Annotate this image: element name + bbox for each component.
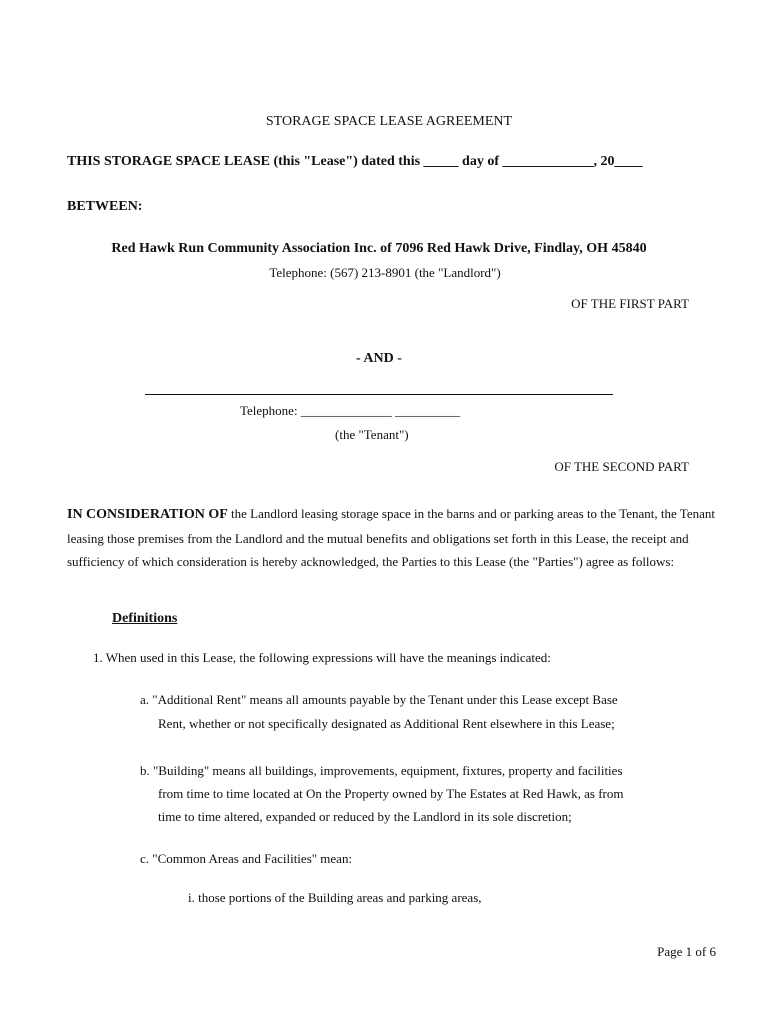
- item-c: c. "Common Areas and Facilities" mean:: [140, 851, 353, 866]
- intro-line: THIS STORAGE SPACE LEASE (this "Lease") dated this _____ day of _____________, 20____: [67, 154, 643, 169]
- item-a-first-line: a. "Additional Rent" means all amounts payable by the Tenant under this Lease except Base: [140, 692, 618, 707]
- document-title: STORAGE SPACE LEASE AGREEMENT: [265, 114, 513, 129]
- first-part-label: OF THE FIRST PART: [571, 296, 689, 311]
- landlord-line: Red Hawk Run Community Association Inc. of 7096 Red Hawk Drive, Findlay, OH 45840: [111, 241, 647, 256]
- landlord-phone: Telephone: (567) 213-8901 (the "Landlord"): [269, 265, 501, 280]
- page-number: Page 1 of 6: [657, 944, 716, 959]
- item-a: [140, 688, 700, 735]
- between-label: BETWEEN:: [67, 199, 143, 214]
- tenant-name-blank: [145, 394, 613, 395]
- consideration-lead: IN CONSIDERATION OF: [67, 507, 228, 522]
- consideration-text: the Landlord leasing storage space in the barns and or parking areas to the Tenant, the Tenant leasing those premises from the Landlord and the mutual benefits and obligations set forth in this Lease, the receipt and sufficiency of which consideration is hereby acknowledged, the Parties to this Lease (the "Parties") agree as follows:: [67, 506, 715, 569]
- consideration-paragraph: [67, 502, 717, 574]
- definitions-heading: Definitions: [112, 611, 178, 626]
- and-separator: - AND -: [356, 351, 402, 366]
- tenant-label: (the "Tenant"): [335, 427, 409, 442]
- second-part-label: OF THE SECOND PART: [554, 459, 689, 474]
- item-b-line-3: time to time altered, expanded or reduced by the Landlord in its sole discretion;: [158, 809, 572, 824]
- tenant-phone: Telephone: ______________ __________: [240, 403, 461, 418]
- item-b: [140, 759, 700, 828]
- item-a-rest: Rent, whether or not specifically designated as Additional Rent elsewhere in this Lease;: [158, 715, 615, 731]
- item-b-first-line: b. "Building" means all buildings, improvements, equipment, fixtures, property and facilities: [140, 763, 623, 778]
- item-c-i: i. those portions of the Building areas and parking areas,: [188, 890, 482, 905]
- item-1: 1. When used in this Lease, the following expressions will have the meanings indicated:: [93, 650, 551, 665]
- item-b-line-2: from time to time located at On the Property owned by The Estates at Red Hawk, as from: [158, 786, 624, 801]
